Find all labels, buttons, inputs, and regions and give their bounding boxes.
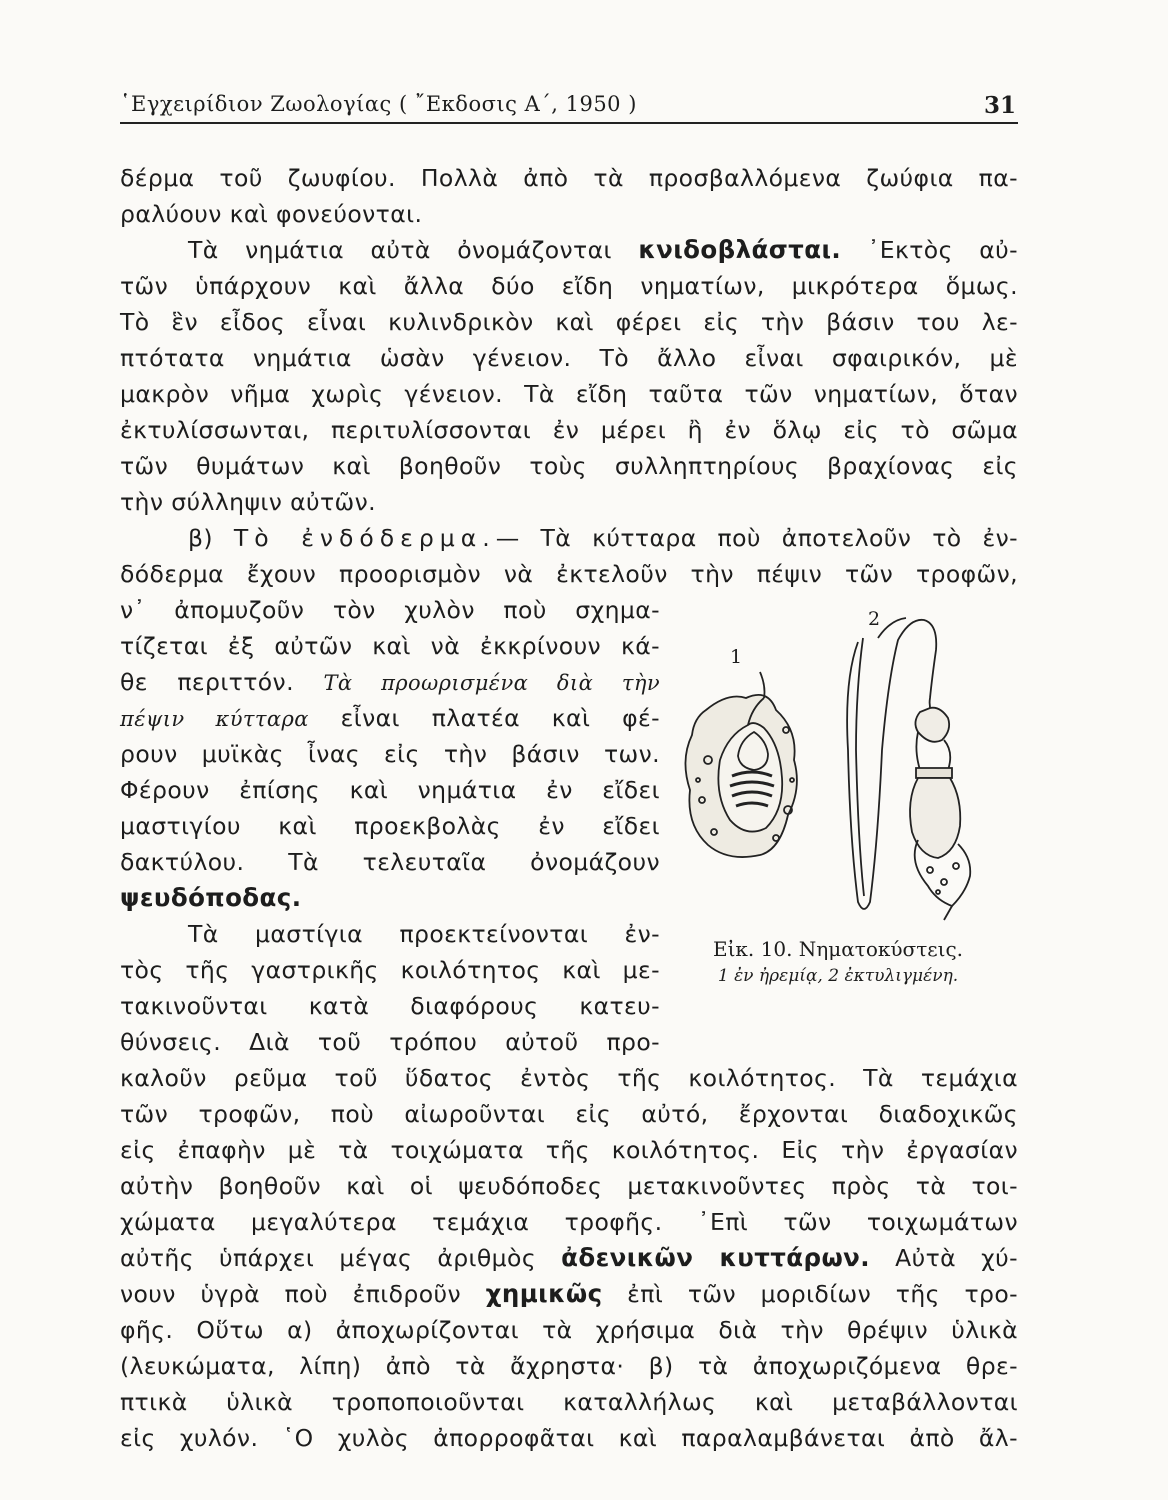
- text-line: θύνσεις. Διὰ τοῦ τρόπου αὐτοῦ προ-: [120, 1028, 660, 1056]
- text-line: (λευκώματα, λίπη) ἀπὸ τὰ ἄχρηστα· β) τὰ ἀποχωριζόμενα θρε-: [120, 1352, 1018, 1380]
- figure-label-2: 2: [868, 608, 881, 630]
- text-line: φῆς. Οὕτω α) ἀποχωρίζονται τὰ χρήσιμα διὰ τὴν θρέψιν ὑλικὰ: [120, 1316, 1018, 1344]
- figure-caption-title: Εἰκ. 10. Νηματοκύστεις.: [712, 937, 964, 961]
- text-line: πέψιν κύτταρα εἶναι πλατέα καὶ φέ-: [120, 704, 661, 732]
- text-line: χώματα μεγαλύτερα τεμάχια τροφῆς. ᾿Επὶ τῶν τοιχωμάτων: [120, 1208, 1018, 1236]
- text-line: αὐτὴν βοηθοῦν καὶ οἱ ψευδόποδες μετακινοῦντες πρὸς τὰ τοι-: [120, 1172, 1018, 1200]
- text-line: Τὰ νημάτια αὐτὰ ὀνομάζονται κνιδοβλάσται. ᾿Εκτὸς αὐ-: [188, 235, 1018, 264]
- text-line: ἐκτυλίσσωνται, περιτυλίσσονται ἐν μέρει ἢ ἐν ὅλῳ εἰς τὸ σῶμα: [120, 416, 1018, 444]
- term-chemically: χημικῶς: [485, 1279, 603, 1308]
- book-title: ῾Εγχειρίδιον Ζωολογίας ( ῎Εκδοσις Α΄, 1950 ): [120, 92, 637, 116]
- text-line: μαστιγίου καὶ προεκβολὰς ἐν εἴδει: [120, 812, 660, 840]
- term-knidoblastai: κνιδοβλάσται.: [638, 235, 842, 264]
- text-line: τακινοῦνται κατὰ διαφόρους κατευ-: [120, 992, 660, 1020]
- text-line: τὴν σύλληψιν αὐτῶν.: [120, 488, 377, 516]
- text-line: καλοῦν ρεῦμα τοῦ ὕδατος ἐντὸς τῆς κοιλότητος. Τὰ τεμάχια: [120, 1064, 1018, 1092]
- text-line: θε περιττόν. Τὰ προωρισμένα διὰ τὴν: [120, 668, 660, 696]
- text-line: ρουν μυϊκὰς ἶνας εἰς τὴν βάσιν των.: [120, 740, 660, 768]
- text-line: Τὰ μαστίγια προεκτείνονται ἐν-: [188, 920, 660, 948]
- text-line: μακρὸν νῆμα χωρὶς γένειον. Τὰ εἴδη ταῦτα τῶν νηματίων, ὅταν: [120, 380, 1018, 408]
- page-number: 31: [983, 92, 1016, 119]
- text-line: νουν ὑγρὰ ποὺ ἐπιδροῦν χημικῶς ἐπὶ τῶν μοριδίων τῆς τρο-: [120, 1279, 1019, 1308]
- text-line: εἰς χυλόν. ῾Ο χυλὸς ἀπορροφᾶται καὶ παραλαμβάνεται ἀπὸ ἄλ-: [120, 1424, 1018, 1452]
- running-header: [120, 88, 1018, 124]
- term-glandular-cells: ἀδενικῶν κυττάρων.: [561, 1243, 870, 1272]
- term-pseudopods: ψευδόποδας.: [120, 883, 302, 912]
- text-line: ν᾿ ἀπομυζοῦν τὸν χυλὸν ποὺ σχημα-: [120, 596, 660, 624]
- italic-phrase: Τὰ προωρισμένα διὰ τὴν: [323, 671, 660, 695]
- text-line: τῶν τροφῶν, ποὺ αἰωροῦνται εἰς αὐτό, ἔρχονται διαδοχικῶς: [120, 1100, 1018, 1128]
- text-line: τῶν θυμάτων καὶ βοηθοῦν τοὺς συλληπτηρίους βραχίονας εἰς: [120, 452, 1018, 480]
- text-line: [120, 880, 660, 916]
- nematocyst-discharged: [847, 618, 970, 920]
- text-line: τὸς τῆς γαστρικῆς κοιλότητος καὶ με-: [120, 956, 660, 984]
- text-line: τῶν ὑπάρχουν καὶ ἄλλα δύο εἴδη νηματίων, μικρότερα ὅμως.: [120, 272, 1018, 300]
- text-line: αὐτῆς ὑπάρχει μέγας ἀριθμὸς ἀδενικῶν κυττάρων. Αὐτὰ χύ-: [120, 1243, 1019, 1272]
- text-line: δέρμα τοῦ ζωυφίου. Πολλὰ ἀπὸ τὰ προσβαλλόμενα ζωύφια πα-: [120, 164, 1018, 192]
- text-line: Τὸ ἓν εἶδος εἶναι κυλινδρικὸν καὶ φέρει εἰς τὴν βάσιν του λε-: [120, 308, 1018, 336]
- text-line: εἰς ἐπαφὴν μὲ τὰ τοιχώματα τῆς κοιλότητος. Εἰς τὴν ἐργασίαν: [120, 1136, 1018, 1164]
- text-line: Φέρουν ἐπίσης καὶ νημάτια ἐν εἴδει: [120, 776, 660, 804]
- section-heading-line: β) Τὸ ἐνδόδερμα.— Τὰ κύτταρα ποὺ ἀποτελοῦν τὸ ἐν-: [188, 524, 1019, 552]
- nematocyst-resting: [685, 672, 796, 857]
- text-line: πτικὰ ὑλικὰ τροποποιοῦνται καταλλήλως καὶ μεταβάλλονται: [120, 1388, 1018, 1416]
- text-line: ραλύουν καὶ φονεύονται.: [120, 200, 423, 228]
- text-line: δόδερμα ἔχουν προορισμὸν νὰ ἐκτελοῦν τὴν πέψιν τῶν τροφῶν,: [120, 560, 1018, 588]
- section-heading: Τὸ ἐνδόδερμα.: [233, 524, 496, 552]
- figure-caption-subtitle: 1 ἐν ἠρεμίᾳ, 2 ἐκτυλιγμένη.: [717, 966, 959, 986]
- text-line: πτότατα νημάτια ὡσὰν γένειον. Τὸ ἄλλο εἶναι σφαιρικόν, μὲ: [120, 344, 1018, 372]
- italic-phrase: πέψιν κύτταρα: [120, 707, 309, 731]
- nematocyst-drawing: [668, 600, 1008, 930]
- text-line: τίζεται ἐξ αὐτῶν καὶ νὰ ἐκκρίνουν κά-: [120, 632, 660, 660]
- text-line: δακτύλου. Τὰ τελευταῖα ὀνομάζουν: [120, 848, 660, 876]
- figure-label-1: 1: [730, 646, 743, 668]
